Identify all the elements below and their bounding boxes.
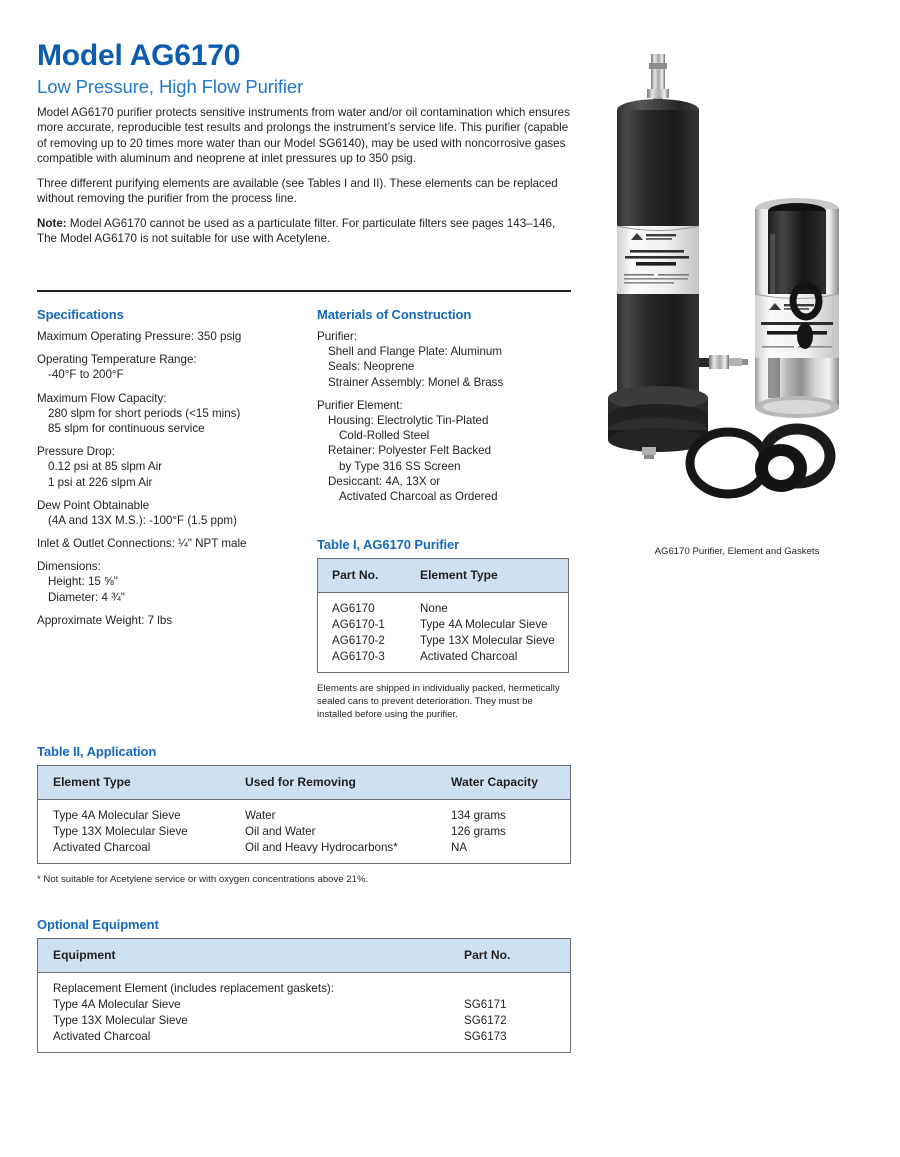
intro-paragraph-1: Model AG6170 purifier protects sensitive instruments from water and/or oil contamination which ensures more accurate, reproducible test results and prolongs the instrument’s service life. This purifier (capable of removing up to 20 times more water than our Model SG6140), may be used with noncorrosive gases compatible with aluminum and neoprene at inlet pressures up to 350 psig.: [37, 106, 570, 166]
table-2-header: [38, 766, 571, 800]
table-row: [38, 997, 571, 1013]
optional-equipment-heading: Optional Equipment: [37, 917, 159, 932]
table-cell: SG6172: [464, 1014, 507, 1027]
table-cell: SG6171: [464, 998, 507, 1011]
specification-block: [37, 536, 307, 551]
specification-block: [37, 391, 307, 437]
table-header-row: [38, 939, 571, 973]
specification-block: [37, 352, 307, 382]
specification-line: Maximum Flow Capacity:: [37, 391, 167, 405]
intro-text: [37, 105, 571, 247]
table-cell: Oil and Heavy Hydrocarbons*: [245, 841, 398, 854]
note-text: Model AG6170 cannot be used as a particulate filter. For particulate filters see pages 143–146, The Model AG6170 is not suitable for use with Acetylene.: [37, 216, 556, 246]
table-1-heading: Table I, AG6170 Purifier: [317, 537, 460, 552]
materials-section: [317, 307, 575, 504]
material-line: Retainer: Polyester Felt Backed: [328, 444, 492, 458]
table-cell: NA: [451, 841, 468, 854]
table-3-col-equipment: Equipment: [38, 939, 465, 973]
table-header-row: [318, 559, 569, 593]
table-3-header: [38, 939, 571, 973]
table-cell: Activated Charcoal: [53, 841, 151, 854]
specification-line: 85 slpm for continuous service: [48, 421, 205, 435]
table-1: [317, 558, 569, 673]
material-line: by Type 316 SS Screen: [339, 459, 461, 473]
materials-list: [317, 329, 575, 504]
table-cell: Replacement Element (includes replacement gaskets):: [53, 982, 334, 995]
table-1-note: Elements are shipped in individually packed, hermetically sealed cans to prevent deterioration. They must be installed before using the purifier.: [317, 683, 560, 721]
table-3-col-part-no: Part No.: [464, 939, 571, 973]
product-photo-illustration: [592, 48, 882, 528]
table-cell: None: [420, 602, 448, 615]
table-cell: Activated Charcoal: [53, 1030, 151, 1043]
table-1-col-element-type: Element Type: [418, 559, 569, 593]
table-2-heading: Table II, Application: [37, 744, 157, 759]
table-optional-equipment: [37, 938, 571, 1053]
specification-line: (4A and 13X M.S.): -100°F (1.5 ppm): [48, 513, 237, 527]
material-line: Seals: Neoprene: [328, 360, 415, 374]
material-line: Activated Charcoal as Ordered: [339, 489, 498, 503]
material-line: Desiccant: 4A, 13X or: [328, 474, 441, 488]
specification-block: [37, 613, 307, 628]
table-header-row: [38, 766, 571, 800]
table-cell: AG6170: [332, 602, 375, 615]
table-cell: AG6170-1: [332, 618, 385, 631]
table-cell: [464, 973, 571, 997]
table-1-section: [317, 537, 569, 722]
specifications-section: [37, 307, 307, 628]
table-2-col-water-capacity: Water Capacity: [451, 766, 571, 800]
specification-line: Pressure Drop:: [37, 445, 115, 459]
table-cell: AG6170-2: [332, 634, 385, 647]
material-line: Housing: Electrolytic Tin-Plated: [328, 413, 489, 427]
material-line: Shell and Flange Plate: Aluminum: [328, 345, 503, 359]
table-row: [318, 593, 569, 617]
table-cell: SG6173: [464, 1030, 507, 1043]
material-line: Purifier Element:: [317, 398, 403, 412]
specification-block: [37, 498, 307, 528]
material-line: Strainer Assembly: Monel & Brass: [328, 375, 504, 389]
specification-line: 1 psi at 226 slpm Air: [48, 475, 153, 489]
intro-paragraph-3: [37, 216, 571, 247]
table-2-col-element-type: Element Type: [38, 766, 246, 800]
page-subtitle: Low Pressure, High Flow Purifier: [37, 76, 304, 97]
table-1-header: [318, 559, 569, 593]
table-cell: Type 4A Molecular Sieve: [420, 618, 548, 631]
specification-line: Maximum Operating Pressure: 350 psig: [37, 330, 242, 343]
page-title: Model AG6170: [37, 39, 241, 72]
table-row: [318, 617, 569, 633]
material-block: [317, 329, 575, 390]
product-photo: [592, 48, 882, 528]
specification-line: Dimensions:: [37, 560, 101, 574]
specification-block: [37, 559, 307, 605]
material-block: [317, 398, 575, 504]
table-cell: 126 grams: [451, 825, 506, 838]
specification-line: 0.12 psi at 85 slpm Air: [48, 460, 163, 474]
note-label: Note:: [37, 216, 67, 230]
table-cell: Type 13X Molecular Sieve: [53, 1014, 188, 1027]
specification-line: -40°F to 200°F: [48, 368, 124, 382]
table-row: [38, 1013, 571, 1029]
material-line: Purifier:: [317, 330, 357, 343]
section-divider: [37, 290, 571, 292]
specification-block: [37, 329, 307, 344]
table-cell: Type 13X Molecular Sieve: [420, 634, 555, 647]
materials-heading: Materials of Construction: [317, 307, 472, 322]
table-row: [38, 824, 571, 840]
table-row: [38, 973, 571, 997]
table-cell: Type 4A Molecular Sieve: [53, 809, 181, 822]
table-cell: Oil and Water: [245, 825, 316, 838]
table-cell: Activated Charcoal: [420, 650, 518, 663]
table-row: [318, 649, 569, 673]
table-cell: Water: [245, 809, 276, 822]
table-cell: Type 4A Molecular Sieve: [53, 998, 181, 1011]
table-row: [318, 633, 569, 649]
specifications-heading: Specifications: [37, 307, 124, 322]
table-2-col-used-for-removing: Used for Removing: [245, 766, 451, 800]
table-2: [37, 765, 571, 864]
material-line: Cold-Rolled Steel: [339, 429, 430, 443]
table-cell: AG6170-3: [332, 650, 385, 663]
optional-equipment-section: [37, 917, 571, 1053]
table-1-body: [318, 593, 569, 673]
table-row: [38, 840, 571, 864]
table-cell: 134 grams: [451, 809, 506, 822]
table-2-body: [38, 800, 571, 864]
specification-line: Operating Temperature Range:: [37, 353, 197, 367]
table-cell: Type 13X Molecular Sieve: [53, 825, 188, 838]
specification-line: 280 slpm for short periods (<15 mins): [48, 406, 241, 420]
specification-block: [37, 444, 307, 490]
table-2-section: [37, 744, 571, 886]
intro-paragraph-2: Three different purifying elements are available (see Tables I and II). These elements can be replaced without removing the purifier from the process line.: [37, 176, 558, 206]
table-3-body: [38, 973, 571, 1053]
table-row: [38, 1029, 571, 1053]
table-2-note: * Not suitable for Acetylene service or with oxygen concentrations above 21%.: [37, 874, 369, 885]
specification-line: Height: 15 ⅝": [48, 575, 118, 589]
table-1-col-part-no: Part No.: [318, 559, 419, 593]
specification-line: Dew Point Obtainable: [37, 498, 150, 512]
specification-line: Inlet & Outlet Connections: ¼" NPT male: [37, 537, 247, 551]
specification-line: Approximate Weight: 7 lbs: [37, 613, 173, 627]
table-row: [38, 800, 571, 824]
product-photo-caption: AG6170 Purifier, Element and Gaskets: [654, 546, 820, 557]
specifications-list: [37, 329, 307, 628]
specification-line: Diameter: 4 ¾": [48, 590, 125, 604]
